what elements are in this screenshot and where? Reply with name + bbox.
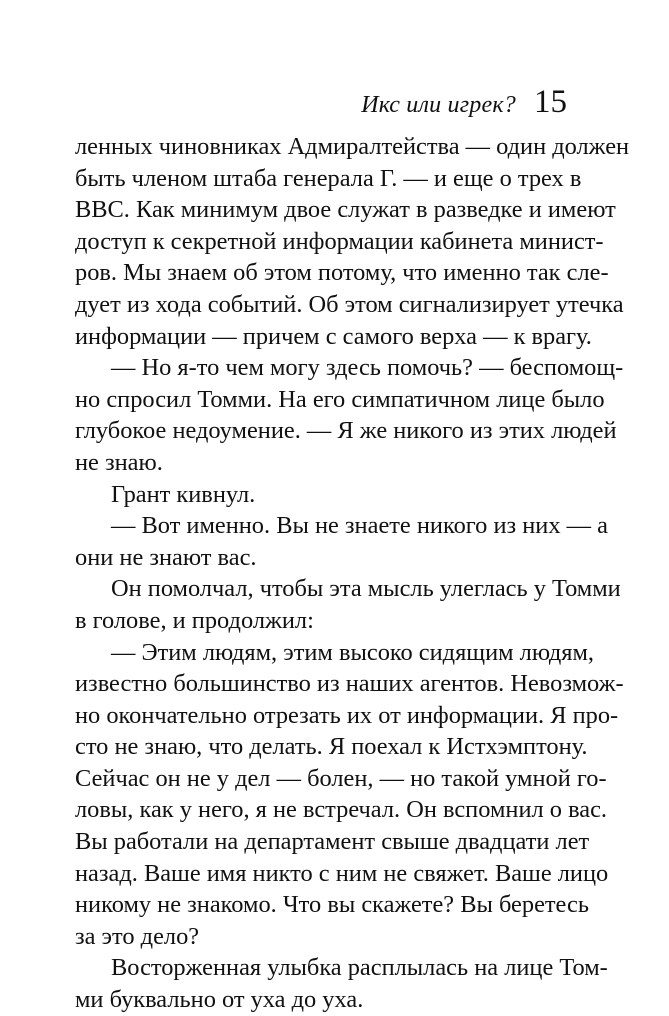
text-line: Сейчас он не у дел — болен, — но такой умной го- bbox=[75, 764, 607, 792]
running-title: Икс или игрек? bbox=[361, 92, 516, 118]
text-line: ВВС. Как минимум двое служат в разведке и имеют bbox=[75, 196, 616, 224]
text-line: — Этим людям, этим высоко сидящим людям, bbox=[111, 638, 594, 666]
text-line: но окончательно отрезать их от информации. Я про- bbox=[75, 701, 619, 729]
text-line: Восторженная улыбка расплылась на лице Том- bbox=[111, 954, 608, 982]
text-line: известно большинство из наших агентов. Невозмож- bbox=[75, 670, 624, 698]
text-line: информации — причем с самого верха — к врагу. bbox=[75, 322, 592, 350]
text-line: Он помолчал, чтобы эта мысль улеглась у Томми bbox=[111, 575, 621, 603]
text-line: но спросил Томми. На его симпатичном лице было bbox=[75, 385, 605, 413]
text-line: не знаю. bbox=[75, 448, 163, 476]
running-head bbox=[361, 86, 567, 119]
text-line: дует из хода событий. Об этом сигнализирует утечка bbox=[75, 290, 624, 318]
text-line: ловы, как у него, я не встречал. Он вспомнил о вас. bbox=[75, 796, 608, 824]
text-line: Грант кивнул. bbox=[111, 480, 256, 508]
body-text bbox=[75, 131, 630, 1016]
text-line: сто не знаю, что делать. Я поехал к Истхэмптону. bbox=[75, 733, 588, 761]
page-number: 15 bbox=[534, 84, 567, 120]
text-line: за это дело? bbox=[75, 922, 200, 950]
text-line: никому не знакомо. Что вы скажете? Вы беретесь bbox=[75, 891, 589, 919]
text-line: ленных чиновниках Адмиралтейства — один должен bbox=[75, 133, 630, 160]
text-line: они не знают вас. bbox=[75, 543, 257, 571]
text-line: Вы работали на департамент свыше двадцати лет bbox=[75, 828, 590, 856]
text-line: ми буквально от уха до уха. bbox=[75, 986, 364, 1014]
text-line: быть членом штаба генерала Г. — и еще о трех в bbox=[75, 164, 582, 192]
text-line: глубокое недоумение. — Я же никого из этих людей bbox=[75, 417, 617, 445]
text-line: доступ к секретной информации кабинета минист- bbox=[75, 227, 604, 255]
text-line: ров. Мы знаем об этом потому, что именно так сле- bbox=[75, 259, 609, 287]
text-line: назад. Ваше имя никто с ним не свяжет. Ваше лицо bbox=[75, 859, 609, 887]
text-line: — Вот именно. Вы не знаете никого из них — а bbox=[111, 512, 608, 540]
text-line: в голове, и продолжил: bbox=[75, 606, 314, 634]
text-line: — Но я-то чем могу здесь помочь? — беспомощ- bbox=[111, 354, 624, 382]
